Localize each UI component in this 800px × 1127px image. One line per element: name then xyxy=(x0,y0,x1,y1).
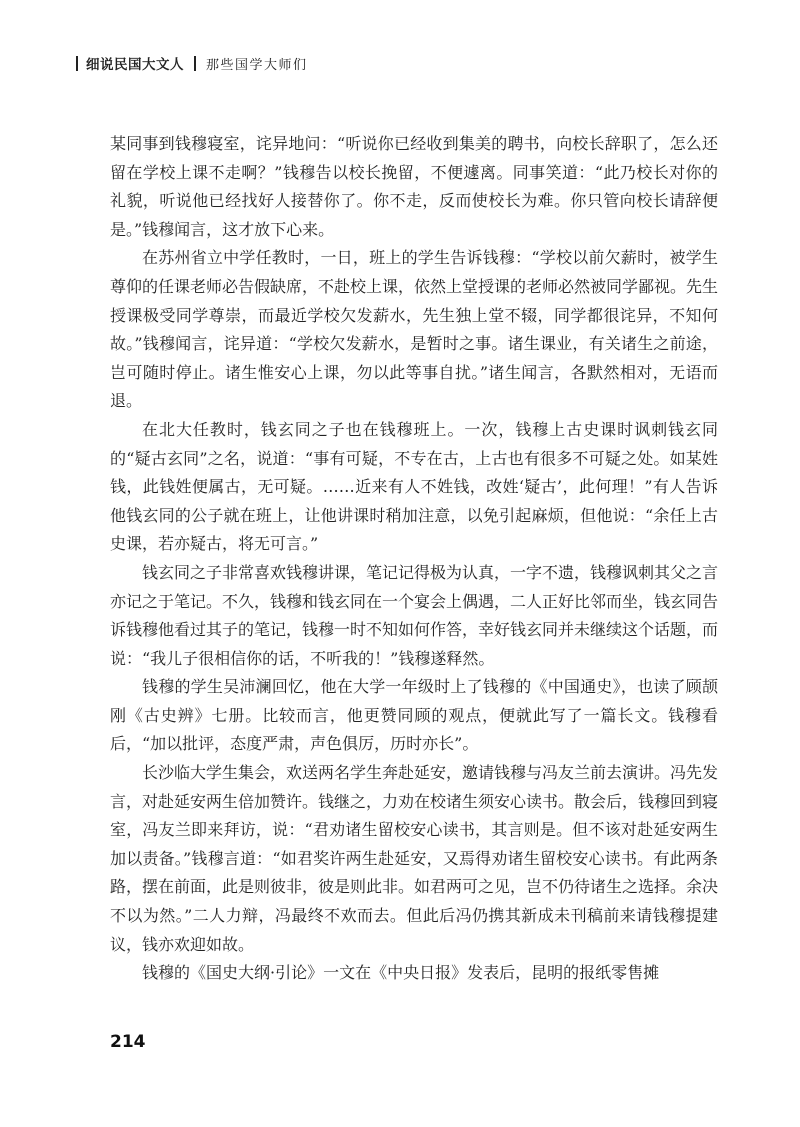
header-rule-left xyxy=(76,56,78,71)
body-text xyxy=(110,130,718,988)
paragraph: 钱玄同之子非常喜欢钱穆讲课，笔记记得极为认真，一字不遗，钱穆讽刺其父之言亦记之于笔记。不久，钱穆和钱玄同在一个宴会上偶遇，二人正好比邻而坐，钱玄同告诉钱穆他看过其子的笔记，钱穆一时不知如何作答，幸好钱玄同并未继续这个话题，而说：“我儿子很相信你的话，不听我的！”钱穆遂释然。 xyxy=(110,562,719,668)
paragraph: 长沙临大学生集会，欢送两名学生奔赴延安，邀请钱穆与冯友兰前去演讲。冯先发言，对赴延安两生倍加赞许。钱继之，力劝在校诸生须安心读书。散会后，钱穆回到寝室，冯友兰即来拜访，说：“君劝诸生留校安心读书，其言则是。但不该对赴延安两生加以责备。”钱穆言道：“如君奖许两生赴延安，又焉得劝诸生留校安心读书。有此两条路，摆在前面，此是则彼非，彼是则此非。如君两可之见，岂不仍待诸生之选择。余决不以为然。”二人力辩，冯最终不欢而去。但此后冯仍携其新成未刊稿前来请钱穆提建议，钱亦欢迎如故。 xyxy=(110,763,719,954)
paragraph: 在北大任教时，钱玄同之子也在钱穆班上。一次，钱穆上古史课时讽刺钱玄同的“疑古玄同”之名，说道：“事有可疑，不专在古，上古也有很多不可疑之处。如某姓钱，此钱姓便属古，无可疑。……近来有人不姓钱，改姓‘疑古’，此何理！”有人告诉他钱玄同的公子就在班上，让他讲课时稍加注意，以免引起麻烦，但他说：“余任上古史课，若亦疑古，将无可言。” xyxy=(110,419,718,554)
header-rule-divider xyxy=(194,56,196,71)
paragraph: 钱穆的学生吴沛澜回忆，他在大学一年级时上了钱穆的《中国通史》，也读了顾颉刚《古史辨》七册。比较而言，他更赞同顾的观点，便就此写了一篇长文。钱穆看后，“加以批评，态度严肃，声色俱厉，历时亦长”。 xyxy=(110,677,718,754)
paragraph: 在苏州省立中学任教时，一日，班上的学生告诉钱穆：“学校以前欠薪时，被学生尊仰的任课老师必告假缺席，不赴校上课，依然上堂授课的老师必然被同学鄙视。先生授课极受同学尊崇，而最近学校欠发薪水，先生独上堂不辍，同学都很诧异，不知何故。”钱穆闻言，诧异道：“学校欠发薪水，是暂时之事。诸生课业，有关诸生之前途，岂可随时停止。诸生惟安心上课，勿以此等事自扰。”诸生闻言，各默然相对，无语而退。 xyxy=(110,248,719,411)
section-title: 那些国学大师们 xyxy=(206,57,308,73)
running-head xyxy=(76,53,308,73)
page-number: 214 xyxy=(110,1032,146,1052)
paragraph: 钱穆的《国史大纲·引论》一文在《中央日报》发表后，昆明的报纸零售摊 xyxy=(142,963,660,983)
paragraph: 某同事到钱穆寝室，诧异地问：“听说你已经收到集美的聘书，向校长辞职了，怎么还留在学校上课不走啊？”钱穆告以校长挽留，不便遽离。同事笑道：“此乃校长对你的礼貌，听说他已经找好人接替你了。你不走，反而使校长为难。你只管向校长请辞便是。”钱穆闻言，这才放下心来。 xyxy=(110,134,718,239)
book-title: 细说民国大文人 xyxy=(86,57,184,73)
